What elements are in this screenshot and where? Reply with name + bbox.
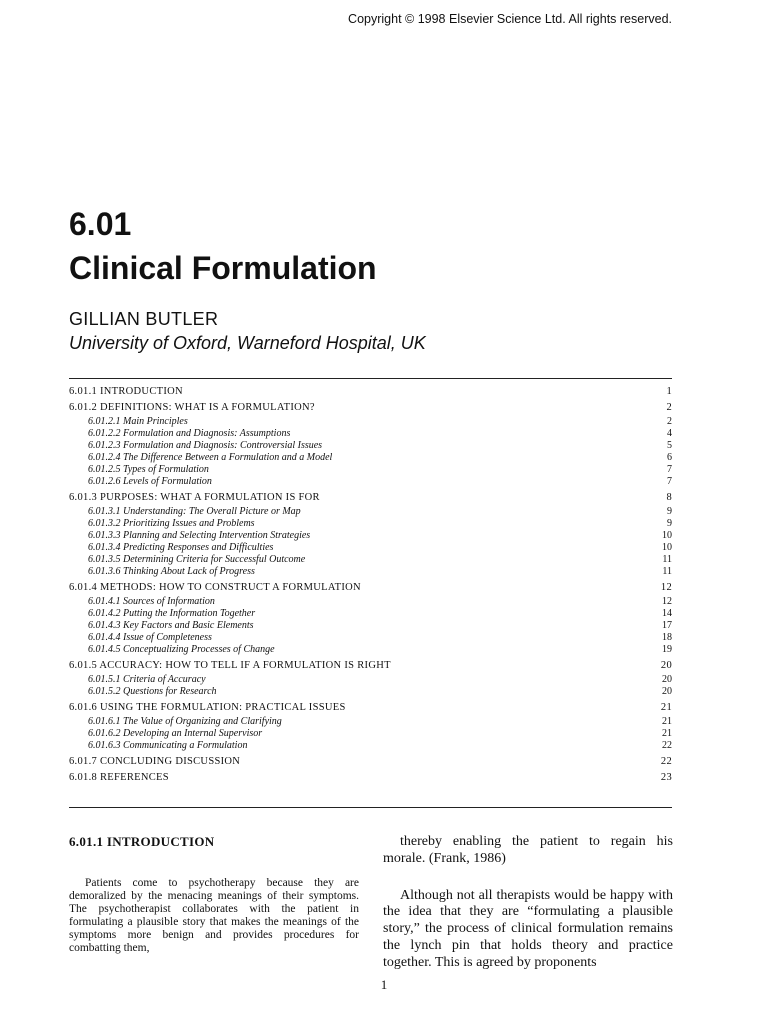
toc-entry-label: 6.01.2.5 Types of Formulation <box>88 464 209 475</box>
toc-entry-label: 6.01.2.3 Formulation and Diagnosis: Controversial Issues <box>88 440 323 451</box>
toc-entry-page: 6 <box>667 452 672 463</box>
toc-entry-page: 5 <box>667 440 672 451</box>
toc-entry-page: 19 <box>662 644 672 655</box>
toc-subsection-entry <box>69 554 672 566</box>
toc-entry-label: 6.01.2 DEFINITIONS: WHAT IS A FORMULATION? <box>69 402 315 413</box>
toc-entry-label: 6.01.5.1 Criteria of Accuracy <box>88 674 206 685</box>
quote-continuation: thereby enabling the patient to regain his morale. (Frank, 1986) <box>383 834 673 866</box>
body-paragraph: Patients come to psychotherapy because they are demoralized by the menacing meanings of their symptoms. The psychotherapist collaborates with the patient in formulating a plausible story that makes the meanings of the symptoms more benign and provides procedures for combatting them, <box>69 877 359 954</box>
toc-entry-page: 23 <box>660 772 672 783</box>
toc-entry-page: 18 <box>662 632 672 643</box>
toc-entry-label: 6.01.4.1 Sources of Information <box>88 596 215 607</box>
toc-entry-label: 6.01.3.3 Planning and Selecting Intervention Strategies <box>88 530 311 541</box>
toc-subsection-entry <box>69 428 672 440</box>
toc-entry-page: 9 <box>667 518 672 529</box>
toc-subsection-entry <box>69 476 672 488</box>
toc-entry-page: 11 <box>662 566 672 577</box>
copyright-notice: Copyright © 1998 Elsevier Science Ltd. All rights reserved. <box>348 12 672 26</box>
toc-entry-label: 6.01.1 INTRODUCTION <box>69 386 183 397</box>
toc-subsection-entry <box>69 416 672 428</box>
toc-entry-label: 6.01.4.3 Key Factors and Basic Elements <box>88 620 254 631</box>
toc-section-entry <box>69 386 672 398</box>
toc-entry-label: 6.01.2.1 Main Principles <box>88 416 188 427</box>
toc-entry-label: 6.01.6 USING THE FORMULATION: PRACTICAL ISSUES <box>69 702 346 713</box>
toc-entry-page: 17 <box>662 620 672 631</box>
toc-subsection-entry <box>69 518 672 530</box>
toc-entry-page: 14 <box>662 608 672 619</box>
toc-entry-page: 20 <box>662 686 672 697</box>
toc-subsection-entry <box>69 686 672 698</box>
toc-section-entry <box>69 492 672 504</box>
toc-entry-label: 6.01.6.1 The Value of Organizing and Clarifying <box>88 716 282 727</box>
toc-entry-label: 6.01.3 PURPOSES: WHAT A FORMULATION IS FOR <box>69 492 320 503</box>
toc-bottom-rule <box>69 807 672 808</box>
toc-subsection-entry <box>69 506 672 518</box>
toc-entry-label: 6.01.8 REFERENCES <box>69 772 169 783</box>
toc-subsection-entry <box>69 716 672 728</box>
toc-entry-page: 7 <box>667 464 672 475</box>
chapter-number: 6.01 <box>69 206 132 242</box>
toc-section-entry <box>69 756 672 768</box>
toc-entry-label: 6.01.4.4 Issue of Completeness <box>88 632 212 643</box>
toc-entry-label: 6.01.2.6 Levels of Formulation <box>88 476 212 487</box>
toc-section-entry <box>69 582 672 594</box>
toc-entry-label: 6.01.4.2 Putting the Information Together <box>88 608 256 619</box>
toc-entry-page: 22 <box>660 756 672 767</box>
section-heading: 6.01.1 INTRODUCTION <box>69 834 215 849</box>
toc-subsection-entry <box>69 464 672 476</box>
toc-entry-page: 10 <box>662 542 672 553</box>
toc-entry-label: 6.01.2.2 Formulation and Diagnosis: Assumptions <box>88 428 291 439</box>
author-name: GILLIAN BUTLER <box>69 309 219 329</box>
toc-entry-label: 6.01.7 CONCLUDING DISCUSSION <box>69 756 241 767</box>
toc-entry-label: 6.01.3.4 Predicting Responses and Difficulties <box>88 542 274 553</box>
toc-section-entry <box>69 402 672 414</box>
toc-entry-label: 6.01.5 ACCURACY: HOW TO TELL IF A FORMULATION IS RIGHT <box>69 660 391 671</box>
toc-entry-label: 6.01.2.4 The Difference Between a Formulation and a Model <box>88 452 333 463</box>
toc-entry-label: 6.01.3.6 Thinking About Lack of Progress <box>88 566 255 577</box>
toc-entry-page: 9 <box>667 506 672 517</box>
toc-subsection-entry <box>69 740 672 752</box>
toc-subsection-entry <box>69 542 672 554</box>
toc-subsection-entry <box>69 632 672 644</box>
toc-entry-page: 20 <box>662 674 672 685</box>
left-column <box>69 834 359 955</box>
toc-subsection-entry <box>69 674 672 686</box>
toc-entry-page: 7 <box>667 476 672 487</box>
toc-entry-page: 21 <box>660 702 672 713</box>
toc-entry-label: 6.01.5.2 Questions for Research <box>88 686 217 697</box>
toc-top-rule <box>69 378 672 379</box>
toc-entry-label: 6.01.4.5 Conceptualizing Processes of Change <box>88 644 275 655</box>
toc-subsection-entry <box>69 644 672 656</box>
toc-section-entry <box>69 772 672 784</box>
toc-entry-page: 10 <box>662 530 672 541</box>
toc-entry-page: 12 <box>660 582 672 593</box>
toc-entry-page: 11 <box>662 554 672 565</box>
toc-section-entry <box>69 660 672 672</box>
body-paragraph: Although not all therapists would be happy with the idea that they are “formulating a plausible story,” the process of clinical formulation remains the lynch pin that holds theory and practice together. This is agreed by proponents <box>383 887 673 970</box>
toc-subsection-entry <box>69 728 672 740</box>
toc-subsection-entry <box>69 608 672 620</box>
toc-entry-label: 6.01.4 METHODS: HOW TO CONSTRUCT A FORMULATION <box>69 582 361 593</box>
toc-entry-page: 21 <box>662 716 672 727</box>
toc-subsection-entry <box>69 452 672 464</box>
toc-section-entry <box>69 702 672 714</box>
toc-entry-page: 8 <box>666 492 672 503</box>
toc-entry-page: 1 <box>666 386 672 397</box>
toc-subsection-entry <box>69 566 672 578</box>
table-of-contents <box>69 386 672 784</box>
toc-entry-page: 22 <box>662 740 672 751</box>
toc-entry-label: 6.01.3.2 Prioritizing Issues and Problems <box>88 518 255 529</box>
toc-entry-label: 6.01.6.2 Developing an Internal Supervisor <box>88 728 263 739</box>
toc-entry-label: 6.01.6.3 Communicating a Formulation <box>88 740 248 751</box>
right-column <box>383 834 673 972</box>
toc-entry-page: 12 <box>662 596 672 607</box>
toc-entry-page: 4 <box>667 428 672 439</box>
toc-subsection-entry <box>69 596 672 608</box>
toc-entry-page: 20 <box>660 660 672 671</box>
toc-entry-label: 6.01.3.1 Understanding: The Overall Picture or Map <box>88 506 301 517</box>
toc-entry-page: 2 <box>667 416 672 427</box>
toc-subsection-entry <box>69 440 672 452</box>
toc-entry-page: 2 <box>666 402 672 413</box>
toc-entry-label: 6.01.3.5 Determining Criteria for Successful Outcome <box>88 554 306 565</box>
page-number: 1 <box>380 977 388 992</box>
author-affiliation: University of Oxford, Warneford Hospital, UK <box>69 333 426 353</box>
toc-subsection-entry <box>69 530 672 542</box>
toc-entry-page: 21 <box>662 728 672 739</box>
toc-subsection-entry <box>69 620 672 632</box>
chapter-title: Clinical Formulation <box>69 250 377 286</box>
